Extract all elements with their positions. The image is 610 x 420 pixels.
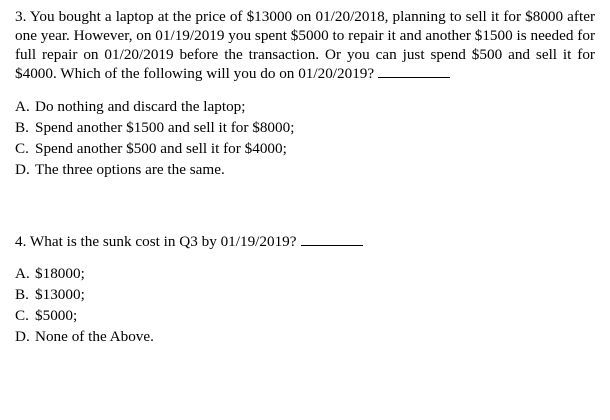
question-4-option-d	[15, 326, 595, 347]
option-letter: B.	[15, 119, 29, 136]
question-3-option-a	[15, 96, 595, 117]
question-4-option-a	[15, 263, 595, 284]
option-letter: A.	[15, 98, 30, 115]
option-letter: C.	[15, 307, 29, 324]
option-text: $18000;	[35, 265, 85, 282]
question-4-option-c	[15, 305, 595, 326]
question-3-stem	[15, 7, 595, 83]
option-text: Spend another $1500 and sell it for $8000;	[35, 119, 295, 136]
question-4-options	[15, 263, 595, 347]
question-3	[15, 7, 595, 180]
question-3-text: 3. You bought a laptop at the price of $13000 on 01/20/2018, planning to sell it for $8000 after one year. However, on 01/19/2019 you spent $5000 to repair it and another $1500 is needed for full repair on 01/20/2019 before the transaction. Or you can just spend $500 and sell it for $4000. Which of the following will you do on 01/20/2019?	[15, 8, 595, 82]
option-letter: D.	[15, 161, 30, 178]
option-letter: B.	[15, 286, 29, 303]
question-3-answer-blank	[378, 65, 450, 78]
question-3-option-b	[15, 117, 595, 138]
question-4-answer-blank	[301, 233, 363, 246]
question-3-option-d	[15, 159, 595, 180]
option-letter: C.	[15, 140, 29, 157]
question-4	[15, 232, 595, 347]
question-3-option-c	[15, 138, 595, 159]
question-4-option-b	[15, 284, 595, 305]
option-text: Spend another $500 and sell it for $4000;	[35, 140, 287, 157]
question-4-stem	[15, 232, 595, 251]
option-letter: A.	[15, 265, 30, 282]
option-text: None of the Above.	[35, 328, 154, 345]
question-3-options	[15, 96, 595, 180]
worksheet-page	[15, 7, 595, 345]
option-letter: D.	[15, 328, 30, 345]
question-4-text: 4. What is the sunk cost in Q3 by 01/19/2019?	[15, 233, 297, 250]
option-text: Do nothing and discard the laptop;	[35, 98, 246, 115]
option-text: $13000;	[35, 286, 85, 303]
option-text: $5000;	[35, 307, 78, 324]
option-text: The three options are the same.	[35, 161, 225, 178]
